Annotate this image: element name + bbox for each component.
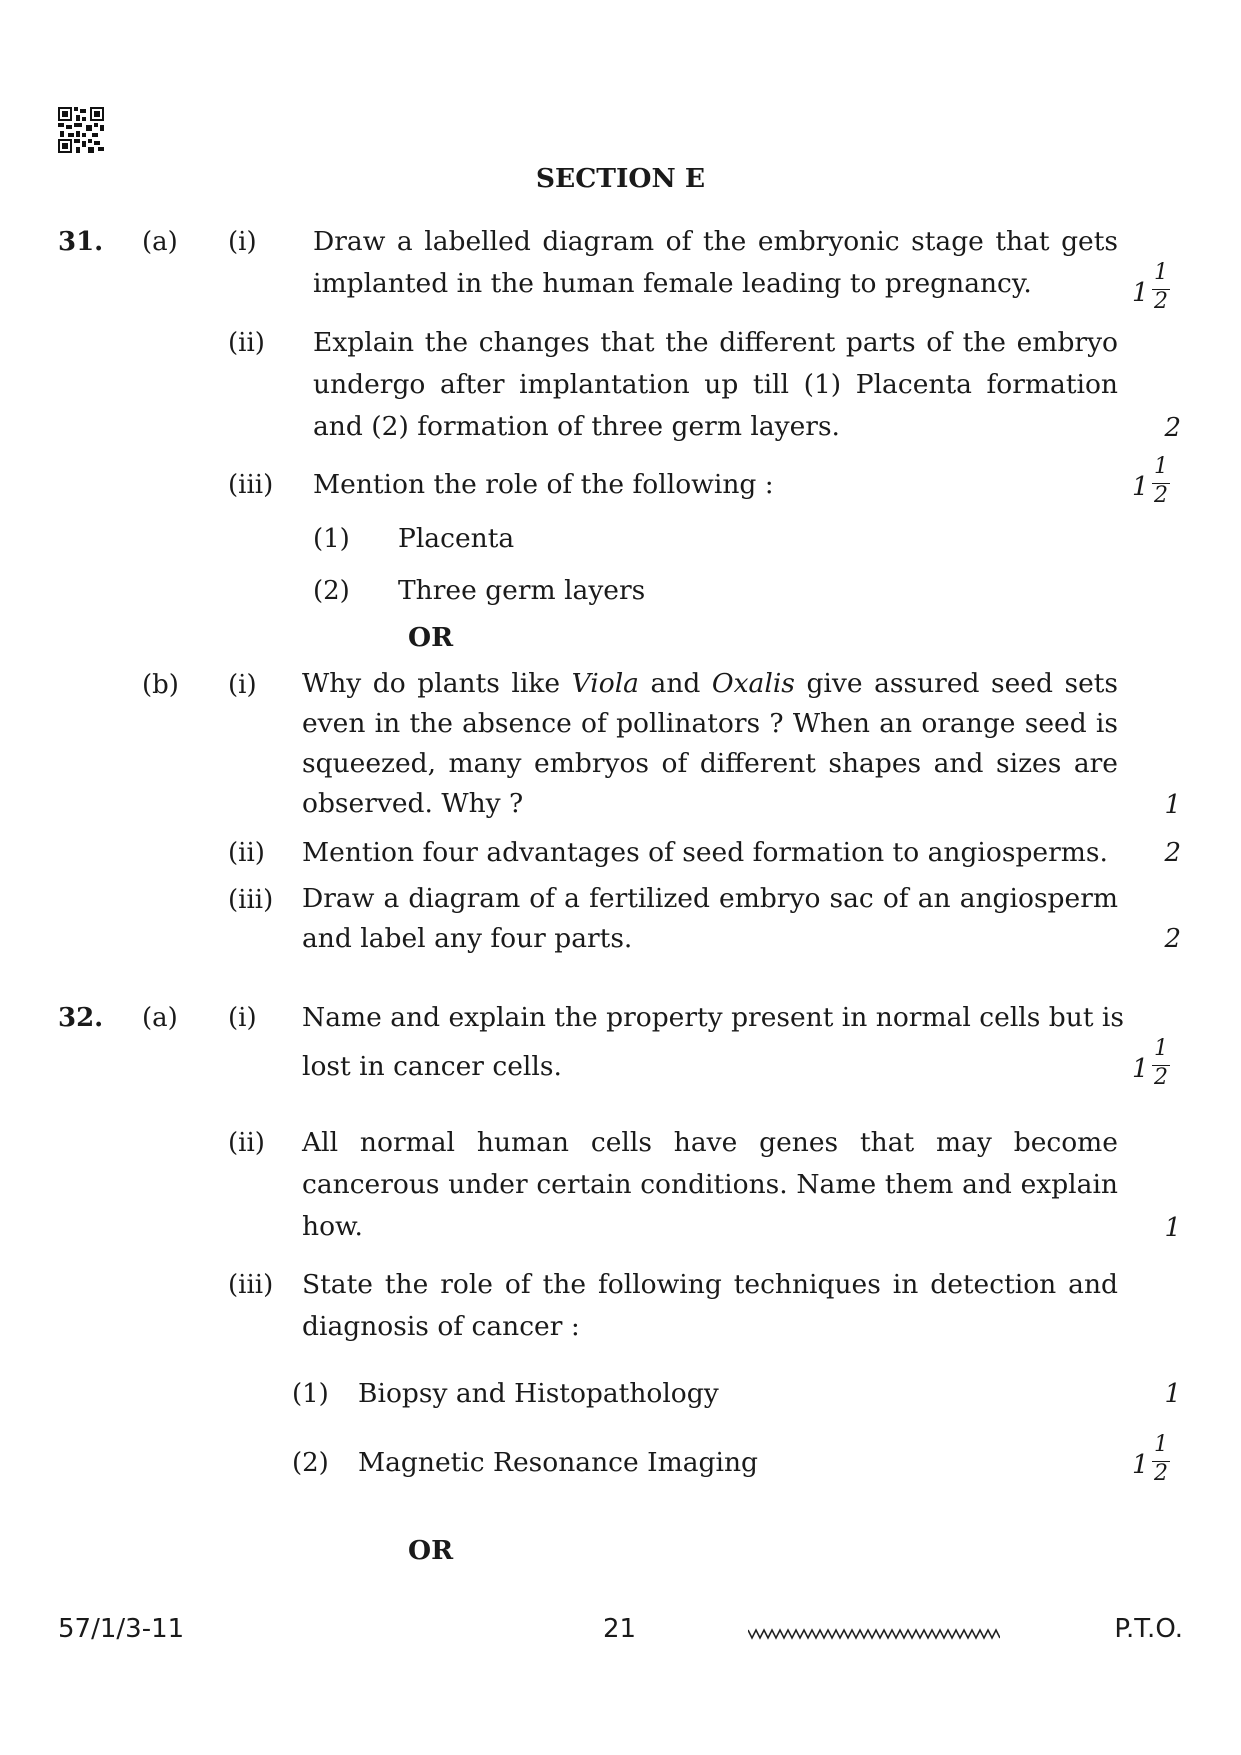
- question-number-31: 31.: [58, 227, 104, 257]
- question-number-32: 32.: [58, 1003, 104, 1033]
- footer-code: 57/1/3-11: [58, 1614, 185, 1644]
- q31-a-i-text: Draw a labelled diagram of the embryonic stage that gets implanted in the human female leading to pregnancy.: [313, 226, 1118, 299]
- q31-a-iii-item-1-text: Placenta: [398, 523, 515, 554]
- q32-a-ii-label: (ii): [228, 1128, 265, 1158]
- q32-a-iii-text: State the role of the following techniques in detection and diagnosis of cancer :: [302, 1269, 1118, 1342]
- q32-part-a-label: (a): [142, 1003, 178, 1033]
- q32-a-iii-item-1-text: Biopsy and Histopathology: [358, 1378, 719, 1409]
- q31-a-iii-mark: 1 1 2: [1132, 454, 1168, 508]
- footer-page-number: 21: [603, 1614, 637, 1644]
- q32-a-i-label: (i): [228, 1003, 257, 1033]
- q31-b-iii-text: Draw a diagram of a fertilized embryo sac of an angiosperm and label any four parts.: [302, 883, 1118, 954]
- q31-part-a-label: (a): [142, 227, 178, 257]
- q31-b-i-label: (i): [228, 670, 257, 700]
- q32-a-ii-mark: 1: [1164, 1213, 1181, 1243]
- q32-a-i-line1: Name and explain the property present in normal cells but is: [302, 1002, 1124, 1033]
- q31-a-ii-mark: 2: [1164, 413, 1181, 443]
- q31-a-iii-text: Mention the role of the following :: [313, 469, 774, 500]
- q31-or: OR: [408, 622, 454, 653]
- q31-b-i-text: Why do plants like Viola and Oxalis give assured seed sets even in the absence of pollinators ? When an orange seed is squeezed, many embryos of different shapes and sizes are observed. Why ?: [302, 668, 1118, 819]
- q32-a-iii-item-1-num: (1): [292, 1379, 329, 1409]
- q31-a-iii-item-1-num: (1): [313, 524, 350, 554]
- q32-a-i-line2: lost in cancer cells.: [302, 1051, 562, 1082]
- q31-part-b-label: (b): [142, 670, 179, 700]
- q32-a-iii-label: (iii): [228, 1270, 274, 1300]
- q31-a-i-mark: 1 1 2: [1132, 260, 1168, 314]
- q31-b-i-mark: 1: [1164, 790, 1181, 820]
- q31-a-ii-label: (ii): [228, 328, 265, 358]
- q31-a-iii-item-2-text: Three germ layers: [398, 575, 646, 606]
- q32-or: OR: [408, 1535, 454, 1566]
- wavy-line-icon: [748, 1626, 1000, 1642]
- q31-b-ii-label: (ii): [228, 838, 265, 868]
- q31-b-iii-label: (iii): [228, 885, 274, 915]
- q31-a-iii-label: (iii): [228, 470, 274, 500]
- footer-pto: P.T.O.: [1114, 1614, 1183, 1644]
- q32-a-i-mark: 1 1 2: [1132, 1036, 1168, 1090]
- q31-b-ii-mark: 2: [1164, 838, 1181, 868]
- q31-b-ii-text: Mention four advantages of seed formation to angiosperms.: [302, 837, 1108, 868]
- q32-a-iii-item-2-mark: 1 1 2: [1132, 1432, 1168, 1486]
- q31-b-iii-mark: 2: [1164, 924, 1181, 954]
- q31-a-i-label: (i): [228, 227, 257, 257]
- q32-a-iii-item-2-num: (2): [292, 1448, 329, 1478]
- q31-a-ii-text: Explain the changes that the different parts of the embryo undergo after implantation up till (1) Placenta formation and (2) formation of three germ layers.: [313, 327, 1118, 442]
- q32-a-ii-text: All normal human cells have genes that may become cancerous under certain conditions. Name them and explain how.: [302, 1127, 1118, 1242]
- section-title: SECTION E: [535, 163, 706, 194]
- q32-a-iii-item-1-mark: 1: [1164, 1379, 1181, 1409]
- qr-code-icon: [58, 107, 104, 153]
- q32-a-iii-item-2-text: Magnetic Resonance Imaging: [358, 1447, 758, 1478]
- q31-a-iii-item-2-num: (2): [313, 576, 350, 606]
